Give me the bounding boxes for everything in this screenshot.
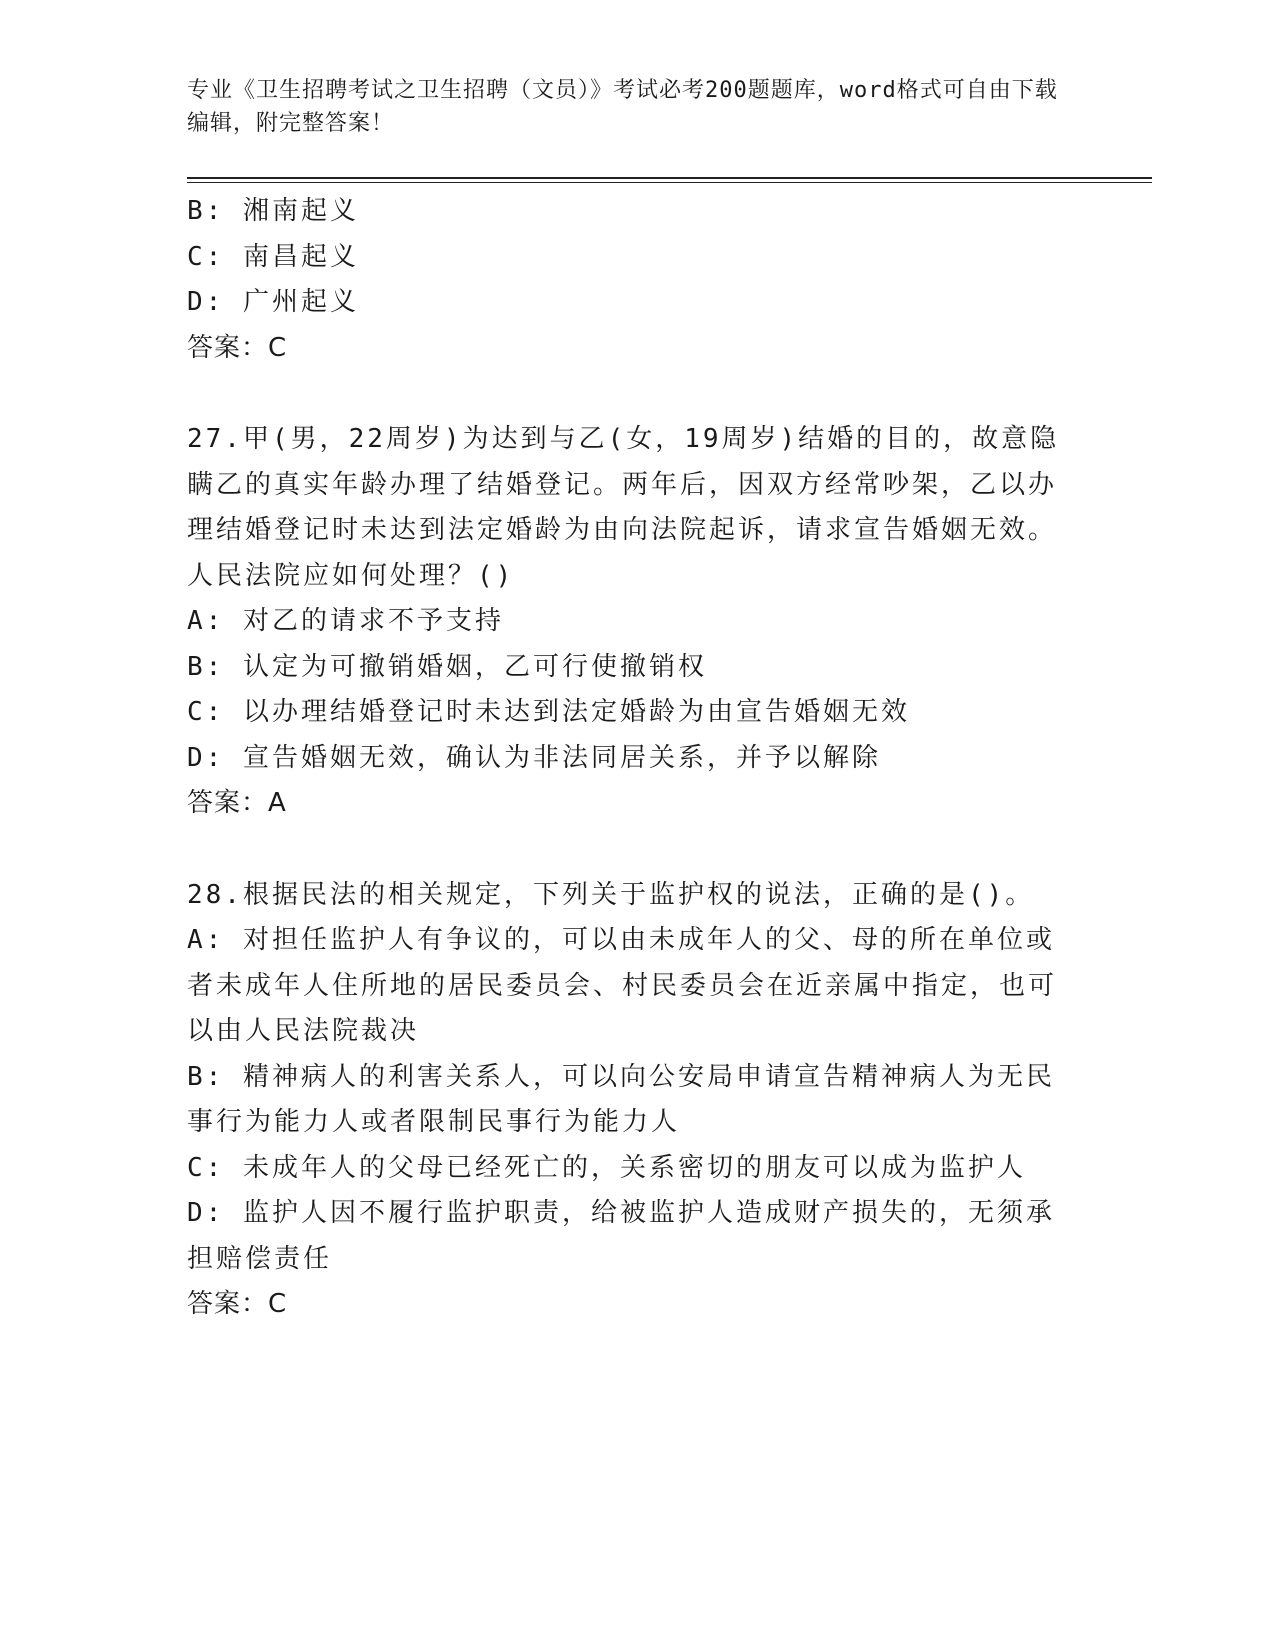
option-d: D: 广州起义 — [187, 287, 359, 317]
option-b: B: 精神病人的利害关系人，可以向公安局申请宣告精神病人为无民事行为能力人或者限制民事行为能力人 — [187, 1061, 1055, 1137]
document-header — [187, 74, 1067, 140]
question-stem: 27.甲(男，22周岁)为达到与乙(女，19周岁)结婚的目的，故意隐瞒乙的真实年龄办理了结婚登记。两年后，因双方经常吵架，乙以办理结婚登记时未达到法定婚龄为由向法院起诉，请求宣告婚姻无效。人民法院应如何处理？() — [187, 424, 1060, 591]
header-text: 专业《卫生招聘考试之卫生招聘（文员）》考试必考200题题库，word格式可自由下载编辑，附完整答案！ — [187, 78, 1058, 136]
option-d: D: 监护人因不履行监护职责，给被监护人造成财产损失的，无须承担赔偿责任 — [187, 1198, 1055, 1274]
question-27 — [187, 417, 1077, 827]
answer: 答案：A — [187, 788, 287, 818]
option-a: A: 对乙的请求不予支持 — [187, 606, 504, 636]
answer: 答案：C — [187, 1289, 288, 1319]
question-gap — [187, 827, 1077, 873]
question-stem: 28.根据民法的相关规定，下列关于监护权的说法，正确的是()。 — [187, 879, 1035, 910]
header-divider-thick — [187, 177, 1152, 179]
answer: 答案：C — [187, 332, 288, 363]
question-list — [187, 189, 1077, 1328]
question-26 — [187, 189, 1077, 371]
option-c: C: 以办理结婚登记时未达到法定婚龄为由宣告婚姻无效 — [187, 697, 910, 727]
question-gap — [187, 371, 1077, 417]
question-28 — [187, 873, 1077, 1328]
option-c: C: 未成年人的父母已经死亡的，关系密切的朋友可以成为监护人 — [187, 1152, 1026, 1183]
option-b: B: 认定为可撤销婚姻，乙可行使撤销权 — [187, 651, 707, 682]
option-c: C: 南昌起义 — [187, 241, 359, 272]
option-b: B: 湘南起义 — [187, 196, 359, 226]
header-divider-thin — [187, 182, 1152, 183]
option-d: D: 宣告婚姻无效，确认为非法同居关系，并予以解除 — [187, 742, 881, 773]
option-a: A: 对担任监护人有争议的，可以由未成年人的父、母的所在单位或者未成年人住所地的居民委员会、村民委员会在近亲属中指定，也可以由人民法院裁决 — [187, 925, 1058, 1046]
